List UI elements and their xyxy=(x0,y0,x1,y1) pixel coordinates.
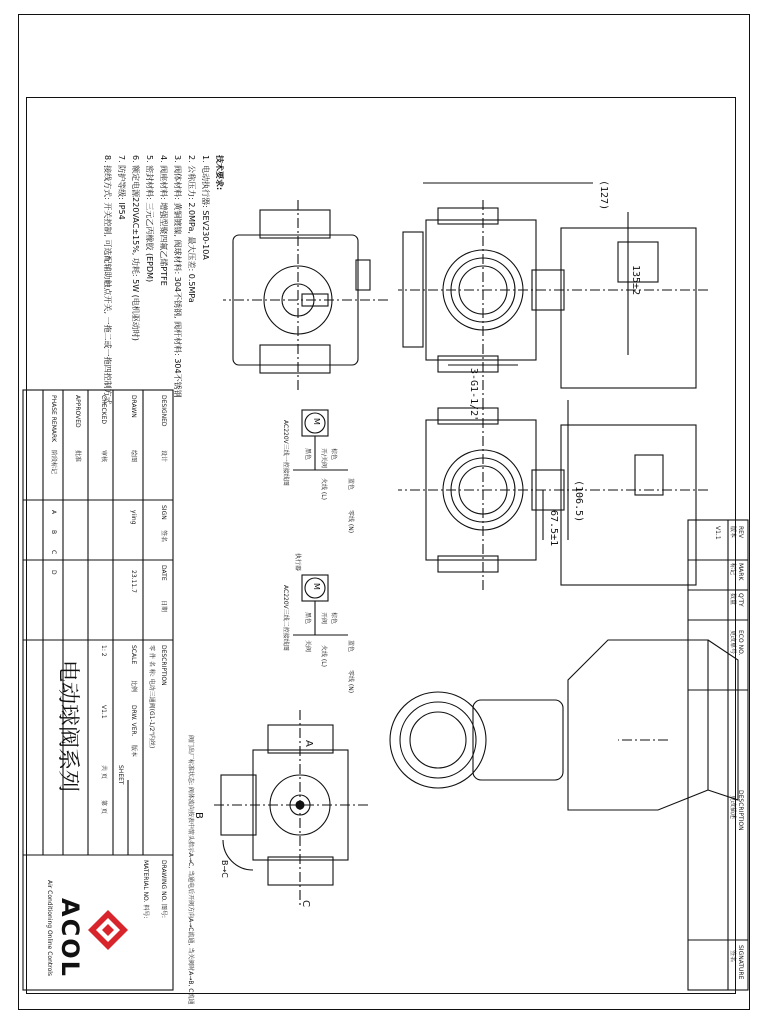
wiring-1-blue: 蓝色 xyxy=(347,478,354,491)
drawing-no-label: DRAWING NO. 图号: xyxy=(160,860,167,918)
wiring-exec-label: 执行器 xyxy=(294,553,301,572)
rev-value: V1.1 xyxy=(714,526,721,540)
note-item: 4. 阀座材料: 增强型聚四氟乙烯PTFE xyxy=(159,155,168,286)
qty-header: Q'TY xyxy=(737,593,744,607)
valve-top-view xyxy=(223,200,388,390)
phase-label-cn: 阶段标记 xyxy=(50,450,57,475)
flow-note: 阀门出厂标准状态: 阀体流向按表中箭头指示A→C, 当通电后开阀方向A→C流通, 当关阀时A→B, C流通 xyxy=(187,735,194,1005)
sig-header: SIGNATURE xyxy=(737,945,744,980)
note-item: 6. 额定电源220VAC±15%, 功耗: 5W (电机驱动时) xyxy=(131,155,140,341)
approved-label: APPROVED xyxy=(74,395,81,428)
main-title: 电动球阀系列 xyxy=(55,660,80,793)
logo-name: ACOL xyxy=(56,898,84,978)
wiring-2-caption: AC220V三线二控接线图 xyxy=(282,585,289,651)
wiring-2-brown: 棕色 xyxy=(330,612,337,625)
desc-header: DESCRIPTION xyxy=(737,790,744,831)
phase-a: A xyxy=(50,510,57,515)
drw-ver-value: V1.1 xyxy=(100,705,107,719)
wiring-2-fire: 火线 (L) xyxy=(320,645,327,667)
part-name: 零 件 名 称: 电动三通阀(G1-1/2"内丝) xyxy=(148,645,155,749)
dim-side-height-label: (106.5) xyxy=(573,480,584,523)
dim-center-label: 67.5±1 xyxy=(548,510,559,547)
wiring-2-open: 开阀 xyxy=(320,612,327,625)
wiring-2-close: 关阀 xyxy=(304,640,311,653)
rev-header: REV xyxy=(737,526,744,539)
valve-isometric-view xyxy=(390,640,738,810)
drawn-label: DRAWN xyxy=(130,395,137,418)
dim-thread-label: 3-G1-1/2" xyxy=(468,368,479,423)
approved-label-cn: 批准 xyxy=(74,450,81,463)
port-a-label: A xyxy=(303,740,314,747)
checked-label-cn: 审核 xyxy=(100,450,107,463)
eco-header-cn: 更改单号 xyxy=(729,630,736,655)
sign-header-cn: 签名 xyxy=(160,530,167,543)
note-item: 1. 电动执行器: SEV230-10A xyxy=(201,155,210,260)
dim-width-label: (127) xyxy=(598,180,609,211)
wiring-2-blue: 蓝色 xyxy=(347,640,354,653)
dim-height-label: 135±2 xyxy=(630,265,641,296)
scale-value: 1: 2 xyxy=(100,645,107,657)
sheet-label: SHEET xyxy=(117,765,124,785)
wiring-motor-1: M xyxy=(312,418,321,425)
wiring-1-black: 黑色 xyxy=(304,448,311,461)
mark-header-cn: 标记 xyxy=(729,563,736,576)
checked-label: CHECKED xyxy=(100,395,107,425)
valve-bottom-port-view xyxy=(213,710,368,905)
drw-ver-label: DRW. VER. xyxy=(130,705,137,737)
drawn-label-cn: 绘图 xyxy=(130,450,137,463)
phase-d: D xyxy=(50,570,57,575)
date-header: DATE xyxy=(160,565,167,581)
scale-label-cn: 比例 xyxy=(130,680,137,693)
material-no-label: MATERIAL NO. 料号: xyxy=(142,860,149,919)
revision-table xyxy=(688,520,748,990)
note-item: 7. 防护等级: IP54 xyxy=(117,155,126,220)
mark-header: MARK xyxy=(737,563,744,581)
sheet-number: 第 页 xyxy=(100,800,107,814)
sheet-total: 共 页 xyxy=(100,765,107,779)
drawn-date: 23.11.7 xyxy=(130,570,137,593)
note-item: 8. 接线方式: 开关控制, 可选配辅助触点开关, 一拖二或一拖四控制方式 xyxy=(103,155,112,405)
sign-header: SIGN xyxy=(160,505,167,520)
valve-front-view xyxy=(398,200,708,400)
drw-ver-label-cn: 版本 xyxy=(130,745,137,758)
wiring-2-zero: 零线 (N) xyxy=(347,670,354,694)
wiring-2-black: 黑色 xyxy=(304,612,311,625)
valve-side-view xyxy=(398,400,708,590)
port-bc-label: B→C xyxy=(220,860,229,878)
note-item: 5. 密封材料: 三元乙丙橡胶 (EPDM) xyxy=(145,155,154,283)
wiring-motor-2: M xyxy=(312,583,321,590)
company-logo xyxy=(28,880,128,980)
note-item: 3. 阀体材料: 黄铜镀镍, 阀球材料: 304不锈钢, 阀杆材料: 304不锈钢 xyxy=(173,155,182,398)
designed-label-cn: 设计 xyxy=(160,450,167,463)
eco-header: ECO NO. xyxy=(737,630,744,656)
date-header-cn: 日期 xyxy=(160,600,167,613)
wiring-1-caption: AC220V三线一控接线图 xyxy=(282,420,289,486)
wiring-1-state: 开/关阀 xyxy=(320,448,327,469)
designed-label: DESIGNED xyxy=(160,395,167,427)
port-c-label: C xyxy=(300,900,311,907)
sig-header-cn: 签名 xyxy=(729,950,736,963)
wiring-1-brown: 棕色 xyxy=(330,448,337,461)
drawn-name: yiing xyxy=(130,510,137,525)
wiring-1-fire: 火线 (L) xyxy=(320,478,327,500)
phase-b: B xyxy=(50,530,57,535)
phase-c: C xyxy=(50,550,57,555)
qty-header-cn: 数量 xyxy=(729,593,736,606)
port-b-label: B xyxy=(193,812,204,819)
desc-header-cn: 更改描述 xyxy=(729,795,736,820)
phase-label: PHASE REMARK xyxy=(50,395,57,443)
notes-title: 技术要求: xyxy=(215,155,224,191)
description-label: DESCRIPTION xyxy=(160,645,167,686)
logo-mark-icon xyxy=(88,910,128,950)
logo-tagline: Air Conditioning Online Controls xyxy=(46,880,53,977)
rev-header-cn: 版本 xyxy=(729,526,736,539)
note-item: 2. 公称压力: 2.0MPa, 最大压差: 0.5MPa xyxy=(187,155,196,303)
wiring-1-zero: 零线 (N) xyxy=(347,510,354,534)
scale-label: SCALE xyxy=(130,645,137,665)
